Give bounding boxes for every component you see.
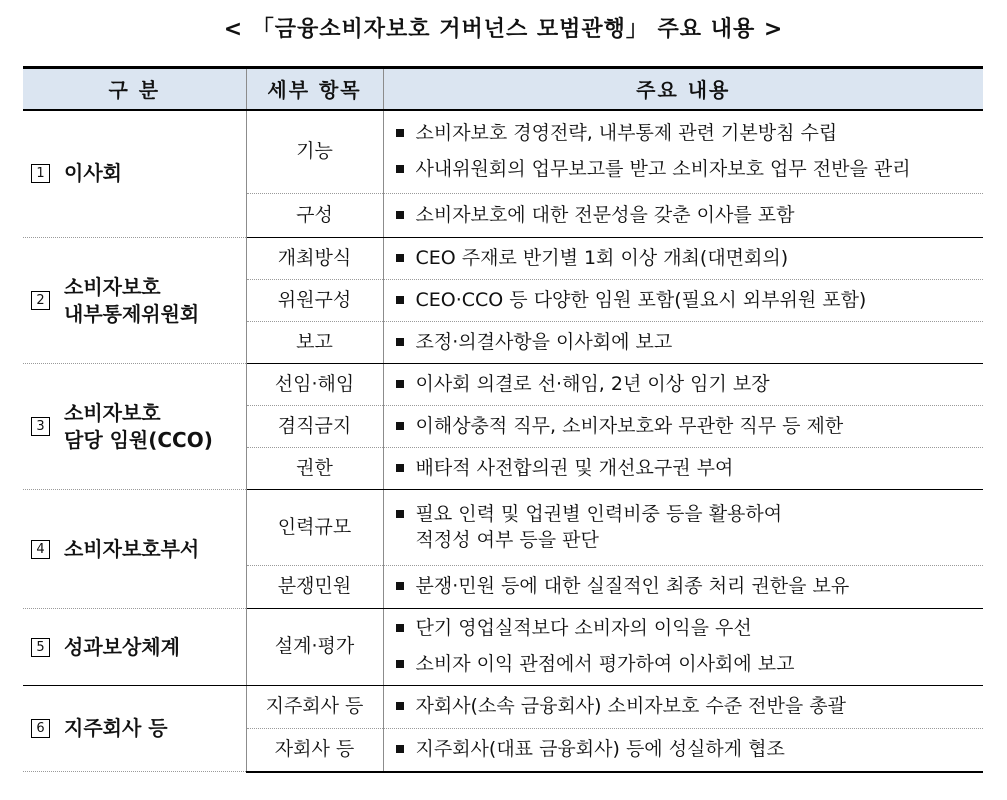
square-bullet-icon — [396, 582, 404, 590]
bullet-text: 필요 인력 및 업권별 인력비중 등을 활용하여 적정성 여부 등을 판단 — [415, 502, 783, 551]
bullet-text: 조정·의결사항을 이사회에 보고 — [415, 330, 673, 353]
bullet-text: CEO 주재로 반기별 1회 이상 개최(대면회의) — [415, 246, 789, 269]
bullet-point — [396, 616, 976, 642]
bullet-text: 소비자보호 경영전략, 내부통제 관련 기본방침 수립 — [415, 122, 838, 145]
detail-item: 자회사 등 — [246, 729, 383, 772]
detail-item: 보고 — [246, 322, 383, 364]
header-main-content: 주요 내용 — [383, 68, 983, 110]
bullet-text: 지주회사(대표 금융회사) 등에 성실하게 협조 — [415, 737, 785, 760]
square-bullet-icon — [396, 254, 404, 262]
section-name: 지주회사 등 — [64, 716, 168, 740]
bullet-point — [396, 372, 976, 398]
main-content — [383, 406, 983, 448]
square-bullet-icon — [396, 129, 404, 137]
bullet-text: 이사회 의결로 선·해임, 2년 이상 임기 보장 — [415, 372, 770, 395]
section-number-box: 1 — [31, 164, 50, 183]
page-title: < 「금융소비자보호 거버넌스 모범관행」 주요 내용 > — [223, 17, 784, 42]
detail-item: 위원구성 — [246, 280, 383, 322]
bullet-point — [396, 652, 976, 678]
main-content — [383, 364, 983, 406]
section-name: 담당 임원(CCO) — [64, 427, 213, 452]
main-content — [383, 110, 983, 194]
table-row — [23, 609, 983, 686]
bullet-point — [396, 330, 976, 356]
square-bullet-icon — [396, 380, 404, 388]
bullet-point — [396, 246, 976, 272]
section-number-box: 4 — [31, 540, 50, 559]
main-content — [383, 322, 983, 364]
square-bullet-icon — [396, 211, 404, 219]
detail-item: 겸직금지 — [246, 406, 383, 448]
section-label — [23, 238, 246, 364]
bullet-text: 이해상충적 직무, 소비자보호와 무관한 직무 등 제한 — [415, 414, 844, 437]
table-row — [23, 490, 983, 566]
header-category: 구 분 — [23, 68, 246, 110]
main-content — [383, 566, 983, 609]
section-number-box: 5 — [31, 638, 50, 657]
bullet-point — [396, 502, 976, 553]
bullet-text: 자회사(소속 금융회사) 소비자보호 수준 전반을 총괄 — [415, 695, 846, 718]
detail-item: 지주회사 등 — [246, 686, 383, 729]
detail-item: 인력규모 — [246, 490, 383, 566]
detail-item: 구성 — [246, 194, 383, 238]
section-name: 소비자보호 — [64, 400, 161, 425]
section-name: 이사회 — [64, 161, 122, 186]
main-content — [383, 194, 983, 238]
square-bullet-icon — [396, 296, 404, 304]
section-label — [23, 364, 246, 490]
section-number-box: 2 — [31, 291, 50, 310]
section-name: 소비자보호 — [64, 274, 161, 299]
section-label — [23, 110, 246, 238]
bullet-text: 배타적 사전합의권 및 개선요구권 부여 — [415, 456, 734, 479]
section-number-box: 6 — [31, 719, 50, 738]
main-content — [383, 686, 983, 729]
detail-item: 개최방식 — [246, 238, 383, 280]
square-bullet-icon — [396, 510, 404, 518]
square-bullet-icon — [396, 165, 404, 173]
header-detail-item: 세부 항목 — [246, 68, 383, 110]
detail-item: 권한 — [246, 448, 383, 490]
square-bullet-icon — [396, 422, 404, 430]
section-label — [23, 490, 246, 609]
bullet-text: 소비자 이익 관점에서 평가하여 이사회에 보고 — [415, 653, 795, 675]
bullet-text: 단기 영업실적보다 소비자의 이익을 우선 — [415, 617, 752, 640]
detail-item: 기능 — [246, 110, 383, 194]
main-content — [383, 490, 983, 566]
table-row — [23, 110, 983, 194]
square-bullet-icon — [396, 338, 404, 346]
section-name: 성과보상체계 — [64, 634, 180, 659]
detail-item: 분쟁민원 — [246, 566, 383, 609]
main-content — [383, 280, 983, 322]
main-content — [383, 609, 983, 686]
detail-item: 설계·평가 — [246, 609, 383, 686]
bullet-text: 소비자보호에 대한 전문성을 갖춘 이사를 포함 — [415, 203, 795, 226]
main-content — [383, 238, 983, 280]
bullet-point — [396, 456, 976, 482]
table-row — [23, 238, 983, 280]
bullet-point — [396, 157, 976, 183]
section-label — [23, 609, 246, 686]
bullet-point — [396, 574, 976, 600]
bullet-point — [396, 121, 976, 147]
table-header-row — [23, 68, 983, 110]
governance-table — [23, 66, 983, 773]
section-name: 소비자보호부서 — [64, 536, 200, 561]
square-bullet-icon — [396, 660, 404, 668]
table-body — [23, 110, 983, 772]
bullet-point — [396, 288, 976, 314]
table-row — [23, 686, 983, 729]
main-content — [383, 448, 983, 490]
main-content — [383, 729, 983, 772]
bullet-point — [396, 203, 976, 229]
bullet-text: CEO·CCO 등 다양한 임원 포함(필요시 외부위원 포함) — [415, 288, 867, 311]
bullet-point — [396, 414, 976, 440]
square-bullet-icon — [396, 702, 404, 710]
square-bullet-icon — [396, 624, 404, 632]
section-number-box: 3 — [31, 417, 50, 436]
bullet-point — [396, 737, 976, 763]
section-label — [23, 686, 246, 772]
bullet-text: 사내위원회의 업무보고를 받고 소비자보호 업무 전반을 관리 — [415, 157, 911, 180]
bullet-point — [396, 694, 976, 720]
square-bullet-icon — [396, 745, 404, 753]
bullet-text: 분쟁·민원 등에 대한 실질적인 최종 처리 권한을 보유 — [415, 575, 850, 598]
table-row — [23, 364, 983, 406]
detail-item: 선임·해임 — [246, 364, 383, 406]
section-name: 내부통제위원회 — [64, 301, 200, 326]
square-bullet-icon — [396, 464, 404, 472]
